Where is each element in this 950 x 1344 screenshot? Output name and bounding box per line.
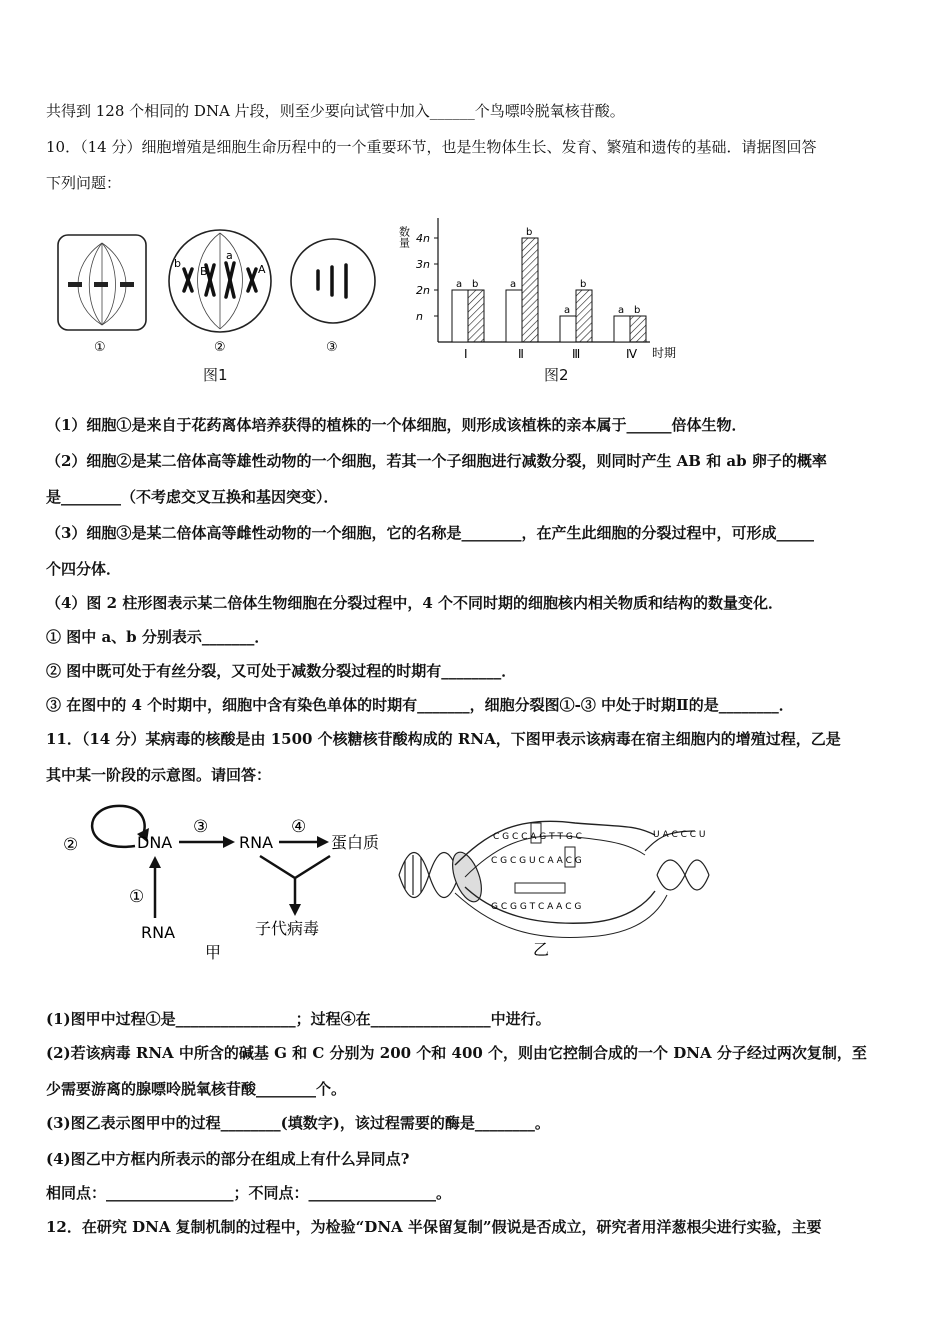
q10-sub3: （3）细胞③是某二倍体高等雌性动物的一个细胞，它的名称是________，在产生此细胞的分裂过程中，可形成_____ <box>46 524 814 542</box>
bar-series-label: a <box>564 305 571 316</box>
y-tick-label: n <box>416 310 423 323</box>
x-tick-label: Ⅲ <box>572 347 581 361</box>
q10-sub2: （2）细胞②是某二倍体高等雄性动物的一个细胞，若其一个子细胞进行减数分裂，则同时产生 AB 和 ab 卵子的概率 <box>46 452 827 470</box>
inner-bar <box>515 883 565 893</box>
q10-stem: 10．（14 分）细胞增殖是细胞生命历程中的一个重要环节，也是生物体生长、发育、繁殖和遗传的基础．请据图回答 <box>46 138 817 156</box>
q11-sub2: (2)若该病毒 RNA 中所含的碱基 G 和 C 分别为 200 个和 400 个，则由它控制合成的一个 DNA 分子经过两次复制，至 <box>46 1044 867 1062</box>
cell-3-chromosomes <box>318 265 346 297</box>
y-tick-label: 2n <box>416 284 430 297</box>
mid-strand-sequence: C G C G U C A A C G <box>491 856 582 866</box>
figure-jia-virus-cycle <box>55 798 395 968</box>
cell-1-chromosomes <box>68 282 134 287</box>
bar-series-label: a <box>456 279 463 290</box>
figure-yi-transcription <box>395 795 715 965</box>
bar-series-label: a <box>510 279 517 290</box>
q11-stem-cont: 其中某一阶段的示意图。请回答： <box>46 766 272 784</box>
x-axis-label: 时期 <box>652 346 677 360</box>
gene-a-label: a <box>226 249 233 262</box>
gene-A-label: A <box>258 263 266 276</box>
step-2-label: ② <box>63 835 79 855</box>
q12-stem: 12．在研究 DNA 复制机制的过程中，为检验“DNA 半保留复制”假说是否成立，研究者用洋葱根尖进行实验，主要 <box>46 1218 822 1236</box>
rna-top-label: RNA <box>239 833 274 852</box>
q10-sub3-cont: 个四分体． <box>46 560 122 578</box>
bar-b-2 <box>522 238 538 342</box>
gene-B-label: B <box>200 265 208 278</box>
step-3-label: ③ <box>193 817 209 837</box>
figure-2-bar-chart <box>397 210 700 370</box>
q10-sub4-3: ③ 在图中的 4 个时期中，细胞中含有染色单体的时期有_______，细胞分裂图①-③ 中处于时期Ⅱ的是________． <box>46 696 794 714</box>
q11-sub2-cont: 少需要游离的腺嘌呤脱氧核苷酸________个。 <box>46 1080 347 1098</box>
tail-sequence: U A C C C U <box>653 830 706 840</box>
q11-sub4-answer: 相同点：_________________；不同点：_________________。 <box>46 1184 452 1202</box>
q10-stem-cont: 下列问题： <box>46 174 122 192</box>
q10-sub4: （4）图 2 柱形图表示某二倍体生物细胞在分裂过程中，4 个不同时期的细胞核内相关物质和结构的数量变化． <box>46 594 783 612</box>
dna-label: DNA <box>137 833 173 852</box>
q11-sub3: (3)图乙表示图甲中的过程________(填数字)，该过程需要的酶是________。 <box>46 1114 550 1132</box>
gene-b-label: b <box>174 257 181 270</box>
step-4-label: ④ <box>291 817 307 837</box>
x-tick-label: Ⅱ <box>518 347 524 361</box>
q10-sub1: （1）细胞①是来自于花药离体培养获得的植株的一个体细胞，则形成该植株的亲本属于______倍体生物． <box>46 416 747 434</box>
top-strand-sequence: C G C C A G T T G C <box>493 832 582 842</box>
figure-yi-caption: 乙 <box>533 940 550 959</box>
y-axis-label: 数量 <box>397 226 411 248</box>
figure-2-caption: 图2 <box>544 366 569 384</box>
bar-a-1 <box>452 290 468 342</box>
cell-2-label: ② <box>214 340 226 355</box>
step-1-label: ① <box>129 887 145 907</box>
bar-b-1 <box>468 290 484 342</box>
protein-label: 蛋白质 <box>331 833 380 852</box>
rna-polymerase <box>447 848 487 905</box>
text-line-1: 共得到 128 个相同的 DNA 片段，则至少要向试管中加入______个鸟嘌呤脱氧核苷酸。 <box>46 102 625 120</box>
bar-b-4 <box>630 316 646 342</box>
assembly-arrow <box>260 856 330 906</box>
y-tick-label: 3n <box>416 258 430 271</box>
bar-series-label: b <box>634 305 641 316</box>
bar-series-label: b <box>526 227 533 238</box>
bar-a-2 <box>506 290 522 342</box>
q10-sub4-1: ① 图中 a、b 分别表示_______． <box>46 628 270 646</box>
figure-1-cells <box>50 225 390 375</box>
x-tick-label: Ⅰ <box>464 347 468 361</box>
bottom-strand-sequence: G C G G T C A A C G <box>491 902 582 912</box>
cell-3-label: ③ <box>326 340 338 355</box>
bar-a-3 <box>560 316 576 342</box>
figure-1-caption: 图1 <box>203 366 228 384</box>
cell-1-label: ① <box>94 340 106 355</box>
q11-sub4: (4)图乙中方框内所表示的部分在组成上有什么异同点? <box>46 1150 410 1168</box>
bar-series-label: b <box>472 279 479 290</box>
x-tick-label: Ⅳ <box>626 347 638 361</box>
bar-series-label: b <box>580 279 587 290</box>
dna-helix-left <box>399 853 459 898</box>
y-tick-label: 4n <box>416 232 430 245</box>
q11-stem: 11．（14 分）某病毒的核酸是由 1500 个核糖核苷酸构成的 RNA，下图甲表示该病毒在宿主细胞内的增殖过程，乙是 <box>46 730 841 748</box>
offspring-label: 子代病毒 <box>255 919 320 938</box>
figure-jia-caption: 甲 <box>205 943 222 962</box>
q10-sub4-2: ② 图中既可处于有丝分裂，又可处于减数分裂过程的时期有________． <box>46 662 517 680</box>
q10-sub2-cont: 是________（不考虑交叉互换和基因突变）． <box>46 488 339 506</box>
bar-a-4 <box>614 316 630 342</box>
bar-b-3 <box>576 290 592 342</box>
dna-helix-right <box>657 860 709 890</box>
rna-bottom-label: RNA <box>141 923 176 942</box>
bar-series-label: a <box>618 305 625 316</box>
q11-sub1: (1)图甲中过程①是________________；过程④在________________中进行。 <box>46 1010 551 1028</box>
